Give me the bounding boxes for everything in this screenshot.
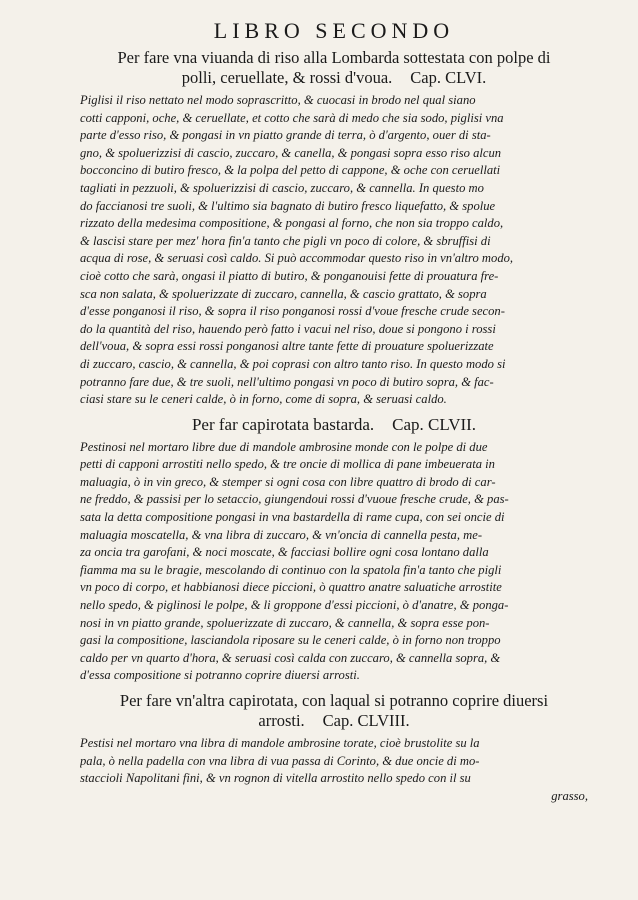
text-line: Piglisi il riso nettato nel modo soprascritto, & cuocasi in brodo nel qual siano xyxy=(80,93,476,107)
text-line: nello spedo, & piglinosi le polpe, & li groppone d'essi piccioni, ò d'anatre, & ponga- xyxy=(80,598,509,613)
text-line: za oncia tra garofani, & noci moscate, & facciasi bollire ogni cosa lontano dalla xyxy=(80,545,489,560)
text-line: & lascisi stare per mez' hora fin'a tanto che pigli vn poco di colore, & sbruffisi di xyxy=(80,233,491,248)
text-line: rizzato della medesima compositione, & pongasi al forno, che non sia troppo caldo, xyxy=(80,216,504,231)
heading-line: Per fare vn'altra capirotata, con laqual si potranno coprire diuersi xyxy=(119,691,549,710)
text-line: parte d'esso riso, & pongasi in vn piatto grande di terra, ò d'argento, ouer di sta- xyxy=(80,128,491,143)
recipe-heading xyxy=(80,691,588,731)
chapter-number: Cap. CLVII. xyxy=(392,414,477,434)
text-line: cioè cotto che sarà, ongasi il piatto di butiro, & ponganouisi fette di prouatura fre- xyxy=(80,268,499,283)
heading-line: arrosti. Cap. CLVIII. xyxy=(258,711,410,730)
text-line: dell'voua, & sopra essi rossi ponganosi altre tante fette di prouature spoluerizzate xyxy=(80,339,494,354)
running-head: LIBRO SECONDO xyxy=(213,18,455,43)
text-line: Pestinosi nel mortaro libre due di mandole ambrosine monde con le polpe di due xyxy=(80,439,488,454)
text-line: gno, & spoluerizzisi di cascio, zuccaro, & canella, & pongasi sopra esso riso alcun xyxy=(80,145,502,160)
text-line: potranno fare due, & tre suoli, nell'ultimo pongasi vn poco di butiro sopra, & fac- xyxy=(80,374,494,389)
recipe-section xyxy=(80,415,588,685)
text-line: bocconcino di butiro fresco, & la polpa del petto di cappone, & oche con ceruellati xyxy=(80,163,501,178)
chapter-number: Cap. CLVIII. xyxy=(322,711,410,730)
text-line: sca non salata, & spoluerizzate di zuccaro, cannella, & cascio grattato, & sopra xyxy=(80,286,487,301)
text-line: vn poco di corpo, et habbianosi diece piccioni, ò quattro anatre saluatiche arrostite xyxy=(80,580,502,595)
text-line: d'esse ponganosi il riso, & sopra il riso ponganosi rossi d'voue fresche crude secon- xyxy=(80,304,505,319)
text-line: d'essa compositione si potranno coprire diuersi arrosti. xyxy=(80,668,360,683)
text-line: grasso, xyxy=(551,788,588,803)
text-line: ne freddo, & passisi per lo setaccio, giungendoui rossi d'vuoue fresche crude, & pas- xyxy=(80,492,509,507)
text-line: pala, ò nella padella con vna libra di vua passa di Corinto, & due oncie di mo- xyxy=(80,753,480,768)
text-line: Pestisi nel mortaro vna libra di mandole ambrosine torate, cioè brustolite su la xyxy=(80,736,480,750)
text-line: ciasi stare su le ceneri calde, ò in forno, come di sopra, & seruasi caldo. xyxy=(80,392,447,407)
text-line: do la quantità del riso, hauendo però fatto i vacui nel riso, doue si pongono i rossi xyxy=(80,321,496,336)
text-line: acqua di rose, & seruasi così caldo. Si può accommodar questo riso in vn'altro modo, xyxy=(80,251,514,266)
text-line: maluagia, ò in vin greco, & stemper si ogni cosa con libre quattro di brodo di car- xyxy=(80,474,496,489)
recipe-section xyxy=(80,691,588,805)
recipe-heading: Per far capirotata bastarda. Cap. CLVII. xyxy=(191,414,477,434)
text-line: di zuccaro, cascio, & cannella, & poi coprasi con altro tanto riso. In questo modo si xyxy=(80,356,506,371)
text-line: do faccianosi tre suoli, & l'ultimo sia bagnato di butiro fresco liquefatto, & spolue xyxy=(80,198,496,213)
heading-line: polli, ceruellate, & rossi d'voua. Cap. CLVI. xyxy=(181,68,487,87)
recipe-heading xyxy=(80,48,588,88)
text-line: sata la detta compositione pongasi in vna bastardella di rame cupa, con sei oncie di xyxy=(80,510,505,525)
text-line: caldo per vn quarto d'hora, & seruasi così calda con zuccaro, & cannella sopra, & xyxy=(80,650,501,665)
text-line: staccioli Napolitani fini, & vn rognon di vitella arrostito nello spedo con il su xyxy=(80,771,471,786)
text-line: petti di capponi arrostiti nello spedo, & tre oncie di mollica di pane imbeuerata in xyxy=(80,457,495,472)
recipe-section xyxy=(80,48,588,409)
recipe-text xyxy=(80,92,588,409)
text-line: fiamma ma su le bragie, mescolando di continuo con la spatola fin'a tanto che pigli xyxy=(80,562,502,577)
recipe-text xyxy=(80,439,588,685)
text-line: tagliati in pezzuoli, & spoluerizzisi di cascio, zuccaro, & cannella. In questo mo xyxy=(80,180,484,195)
text-line: maluagia moscatella, & vna libra di zuccaro, & vn'oncia di cannella pesta, me- xyxy=(80,527,483,542)
heading-line: Per fare vna viuanda di riso alla Lombarda sottestata con polpe di xyxy=(117,48,551,67)
text-line: nosi in vn piatto grande, spoluerizzate di zuccaro, & cannella, & sopra esse pon- xyxy=(80,615,490,630)
chapter-number: Cap. CLVI. xyxy=(410,68,487,87)
recipe-text xyxy=(80,735,588,805)
text-line: cotti capponi, oche, & ceruellate, et cotto che sarà di medo che sia sodo, piglisi vna xyxy=(80,110,504,125)
text-line: gasi la compositione, lasciandola riposare su le ceneri calde, ò in forno non troppo xyxy=(80,633,501,648)
